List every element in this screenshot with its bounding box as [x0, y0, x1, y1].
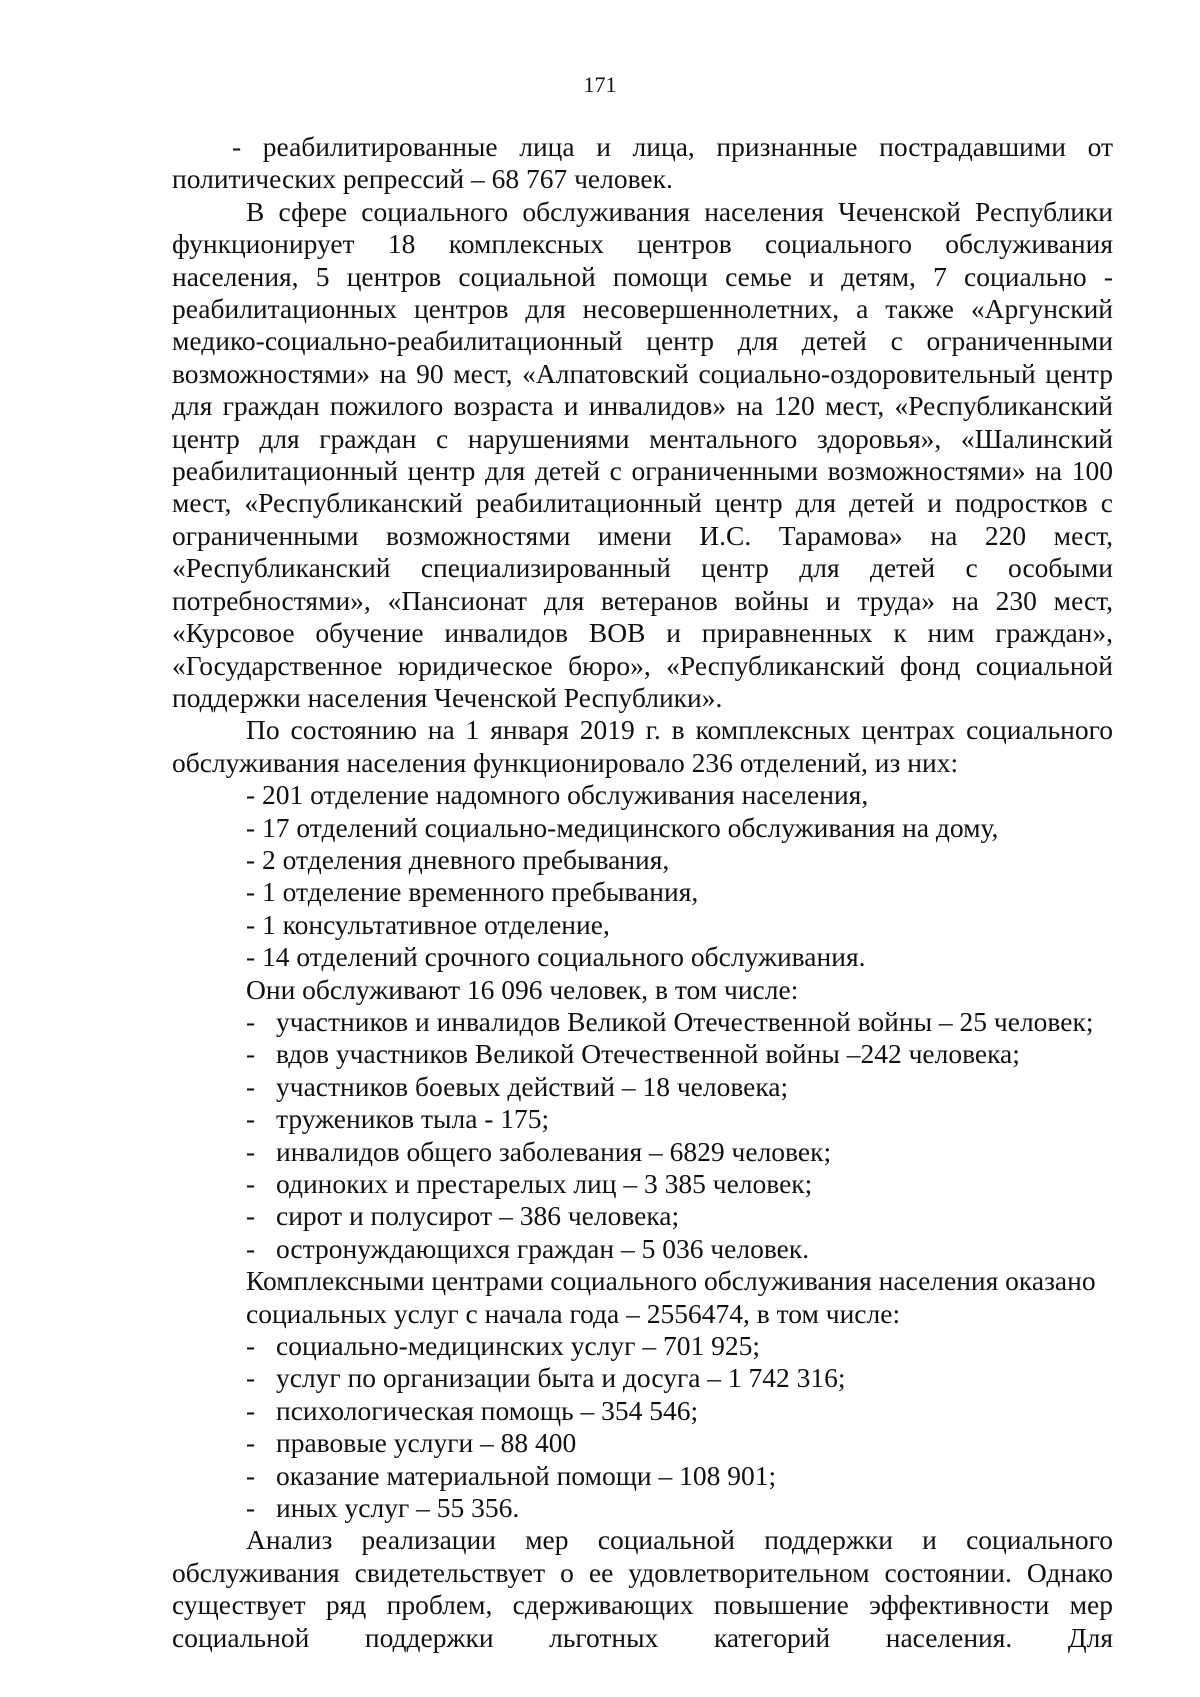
service-item	[172, 1492, 1113, 1524]
services-intro: Комплексными центрами социального обслуживания населения оказано социальных услуг с начала года – 2556474, в том числе:	[246, 1265, 1096, 1329]
department-item: - 2 отделения дневного пребывания,	[246, 843, 670, 875]
paragraph-social-services: В сфере социального обслуживания населения Чеченской Республики функционирует 18 комплексных центров социального обслуживания населения, 5 центров социальной помощи семье и детям, 7 социально - реабилитационных центров для несовершеннолетних, а также «Аргунский медико-социально-реабилитационный центр для детей с ограниченными возможностями» на 90 мест, «Алпатовский социально-оздоровительный центр для граждан пожилого возраста и инвалидов» на 120 мест, «Республиканский центр для граждан с нарушениями ментального здоровья», «Шалинский реабилитационный центр для детей с ограниченными возможностями» на 100 мест, «Республиканский реабилитационный центр для детей и подростков с ограниченными возможностями имени И.С. Тарамова» на 220 мест, «Республиканский специализированный центр для детей с особыми потребностями», «Пансионат для ветеранов войны и труда» на 230 мест, «Курсовое обучение инвалидов ВОВ и приравненных к ним граждан», «Государственное юридическое бюро», «Республиканский фонд социальной поддержки населения Чеченской Республики».	[172, 195, 1113, 713]
dash-marker: -	[246, 1330, 256, 1362]
served-item-text: сирот и полусирот – 386 человека;	[276, 1200, 680, 1232]
served-item-text: участников боевых действий – 18 человека;	[276, 1070, 789, 1102]
served-item-text: инвалидов общего заболевания – 6829 человек;	[276, 1135, 832, 1167]
dash-marker: -	[246, 1362, 256, 1394]
department-item: - 1 отделение временного пребывания,	[246, 876, 699, 908]
service-item-text: социально-медицинских услуг – 701 925;	[276, 1330, 760, 1362]
service-item-text: иных услуг – 55 356.	[276, 1492, 520, 1524]
dash-marker: -	[246, 1038, 256, 1070]
served-item-text: одиноких и престарелых лиц – 3 385 человек;	[276, 1168, 813, 1199]
service-item	[172, 1395, 1113, 1427]
served-list	[172, 1006, 1113, 1265]
department-item: - 14 отделений срочного социального обслуживания.	[246, 941, 866, 973]
dash-marker: -	[246, 1459, 256, 1491]
paragraph-departments: По состоянию на 1 января 2019 г. в комплексных центрах социального обслуживания населения функционировало 236 отделений, из них:	[172, 714, 1113, 778]
departments-list	[172, 779, 1113, 973]
dash-marker: -	[246, 1005, 256, 1037]
served-item	[172, 1200, 1113, 1232]
served-item	[172, 1233, 1113, 1265]
service-item-text: психологическая помощь – 354 546;	[276, 1394, 699, 1426]
dash-marker: -	[246, 1070, 256, 1102]
dash-marker: -	[246, 1232, 256, 1264]
services-list	[172, 1330, 1113, 1524]
served-item	[172, 1038, 1113, 1070]
served-item	[172, 1071, 1113, 1103]
service-item-text: правовые услуги – 88 400	[276, 1427, 577, 1459]
dash-marker: -	[246, 1168, 256, 1199]
dash-marker: -	[246, 1135, 256, 1167]
dash-marker: -	[246, 1427, 256, 1459]
service-item	[172, 1427, 1113, 1459]
served-item	[172, 1168, 1113, 1200]
served-item-text: вдов участников Великой Отечественной войны –242 человека;	[276, 1038, 1020, 1070]
served-item-text: участников и инвалидов Великой Отечественной войны – 25 человек;	[276, 1005, 1094, 1037]
department-item: - 17 отделений социально-медицинского обслуживания на дому,	[246, 811, 999, 843]
department-item: - 1 консультативное отделение,	[246, 908, 610, 940]
service-item	[172, 1362, 1113, 1394]
dash-marker: -	[246, 1492, 256, 1524]
page-body	[172, 131, 1113, 1654]
paragraph-analysis: Анализ реализации мер социальной поддержки и социального обслуживания свидетельствует о ее удовлетворительном состоянии. Однако существует ряд проблем, сдерживающих повышение эффективности мер социальной поддержки льготных категорий населения. Для	[172, 1524, 1113, 1653]
served-item	[172, 1103, 1113, 1135]
served-item	[172, 1006, 1113, 1038]
served-item-text: остронуждающихся граждан – 5 036 человек.	[276, 1232, 810, 1264]
department-item: - 201 отделение надомного обслуживания населения,	[246, 779, 869, 811]
intro-list-item: - реабилитированные лица и лица, признанные пострадавшими от политических репрессий – 68 767 человек.	[172, 131, 1113, 195]
page-number: 171	[583, 72, 617, 97]
served-item-text: тружеников тыла - 175;	[276, 1103, 550, 1135]
served-item	[172, 1136, 1113, 1168]
service-item	[172, 1330, 1113, 1362]
dash-marker: -	[246, 1103, 256, 1135]
dash-marker: -	[246, 1394, 256, 1426]
service-item-text: услуг по организации быта и досуга – 1 742 316;	[276, 1362, 846, 1394]
dash-marker: -	[246, 1200, 256, 1232]
served-intro: Они обслуживают 16 096 человек, в том числе:	[246, 973, 799, 1005]
service-item-text: оказание материальной помощи – 108 901;	[276, 1459, 777, 1491]
service-item	[172, 1460, 1113, 1492]
